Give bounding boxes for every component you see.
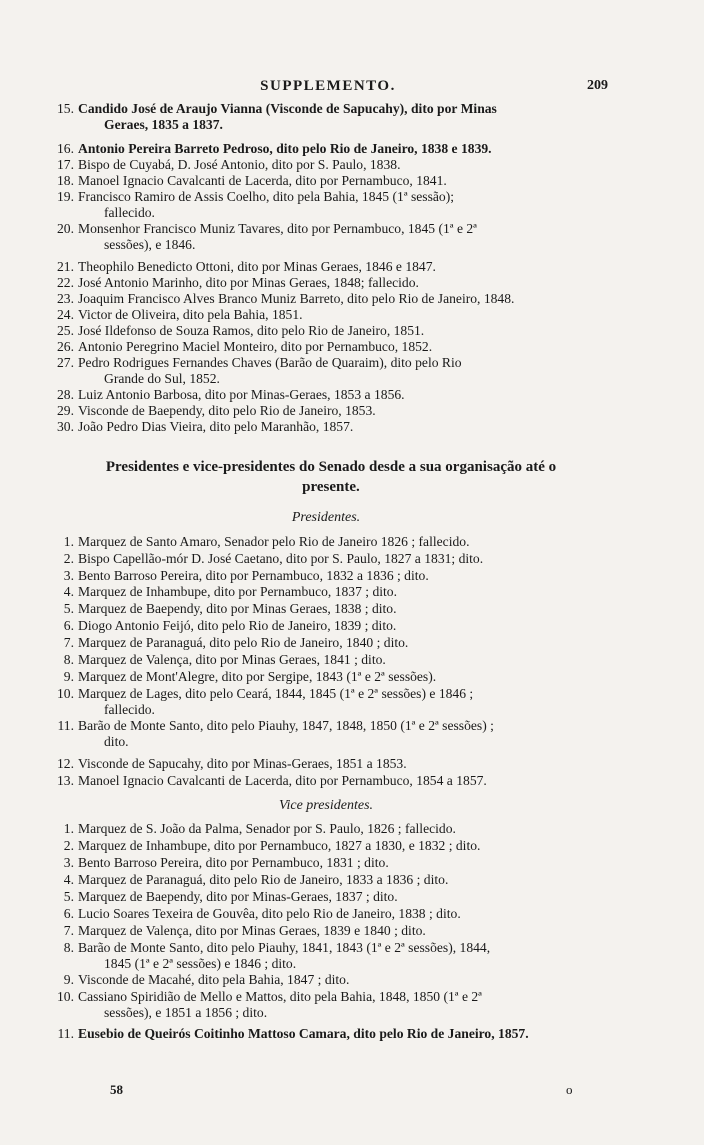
item-number: 10. [57, 989, 74, 1004]
item-text: Marquez de Lages, dito pelo Ceará, 1844, 1845 (1ª e 2ª sessões) e 1846 ; [78, 686, 474, 701]
item-number: 2. [63, 838, 74, 853]
item-text: Visconde de Sapucahy, dito por Minas-Geraes, 1851 a 1853. [78, 756, 407, 771]
item-text: José Antonio Marinho, dito por Minas Geraes, 1848; fallecido. [78, 275, 419, 290]
item-number: 15. [57, 101, 74, 116]
item-number: 1. [63, 534, 74, 549]
item-text: Bento Barroso Pereira, dito por Pernambuco, 1831 ; dito. [78, 855, 389, 870]
item-text: Marquez de Valença, dito por Minas Geraes, 1839 e 1840 ; dito. [78, 923, 426, 938]
item-text: Marquez de Inhambupe, dito por Pernambuco, 1827 a 1830, e 1832 ; dito. [78, 838, 481, 853]
running-header [48, 78, 608, 98]
item-number: 11. [57, 1026, 74, 1041]
item-number: 10. [57, 686, 74, 701]
item-text: José Ildefonso de Souza Ramos, dito pelo Rio de Janeiro, 1851. [78, 323, 425, 338]
item-text: Marquez de Santo Amaro, Senador pelo Rio de Janeiro 1826 ; fallecido. [78, 534, 470, 549]
item-text: Marquez de Valença, dito por Minas Geraes, 1841 ; dito. [78, 652, 386, 667]
item-text: Marquez de S. João da Palma, Senador por S. Paulo, 1826 ; fallecido. [78, 821, 456, 836]
item-number: 23. [57, 291, 74, 306]
item-text: Victor de Oliveira, dito pela Bahia, 1851. [78, 307, 303, 322]
item-text: Joaquim Francisco Alves Branco Muniz Barreto, dito pelo Rio de Janeiro, 1848. [78, 291, 515, 306]
item-text: Bispo Capellão-mór D. José Caetano, dito por S. Paulo, 1827 a 1831; dito. [78, 551, 484, 566]
item-number: 7. [63, 923, 74, 938]
item-text: Bento Barroso Pereira, dito por Pernambuco, 1832 a 1836 ; dito. [78, 568, 429, 583]
item-text: João Pedro Dias Vieira, dito pelo Maranhão, 1857. [78, 419, 354, 434]
item-text: Visconde de Macahé, dito pela Bahia, 1847 ; dito. [78, 972, 350, 987]
item-number: 19. [57, 189, 74, 204]
item-text: Manoel Ignacio Cavalcanti de Lacerda, dito por Pernambuco, 1841. [78, 173, 447, 188]
item-text: sessões), e 1846. [104, 236, 196, 252]
footer-mark: o [566, 1082, 573, 1097]
item-text: Pedro Rodrigues Fernandes Chaves (Barão de Quaraim), dito pelo Rio [78, 355, 462, 370]
item-number: 28. [57, 387, 74, 402]
item-text: Grande do Sul, 1852. [104, 370, 220, 386]
item-text: Monsenhor Francisco Muniz Tavares, dito por Pernambuco, 1845 (1ª e 2ª [78, 221, 477, 236]
item-text: fallecido. [104, 701, 155, 717]
item-text: Eusebio de Queirós Coitinho Mattoso Camara, dito pelo Rio de Janeiro, 1857. [78, 1026, 529, 1041]
item-number: 16. [57, 141, 74, 156]
item-text: Manoel Ignacio Cavalcanti de Lacerda, dito por Pernambuco, 1854 a 1857. [78, 773, 487, 788]
presidents-subheading: Presidentes. [291, 510, 361, 525]
item-number: 9. [63, 972, 74, 987]
item-number: 21. [57, 259, 74, 274]
item-text: Antonio Peregrino Maciel Monteiro, dito por Pernambuco, 1852. [78, 339, 433, 354]
item-text: sessões), e 1851 a 1856 ; dito. [104, 1004, 268, 1020]
signature-mark: 58 [110, 1082, 123, 1097]
item-number: 12. [57, 756, 74, 771]
item-number: 6. [63, 618, 74, 633]
item-number: 5. [63, 601, 74, 616]
item-number: 2. [63, 551, 74, 566]
item-text: 1845 (1ª e 2ª sessões) e 1846 ; dito. [104, 955, 297, 971]
item-text: dito. [104, 733, 129, 749]
item-number: 25. [57, 323, 74, 338]
item-text: Barão de Monte Santo, dito pelo Piauhy, 1847, 1848, 1850 (1ª e 2ª sessões) ; [78, 718, 494, 733]
item-text: Marquez de Inhambupe, dito por Pernambuco, 1837 ; dito. [78, 584, 398, 599]
item-number: 26. [57, 339, 74, 354]
item-number: 4. [63, 584, 74, 599]
section-heading-line: Presidentes e vice-presidentes do Senado desde a sua organisação até o [105, 459, 557, 475]
page-number: 209 [587, 78, 608, 93]
item-number: 7. [63, 635, 74, 650]
page-title: SUPPLEMENTO. [260, 78, 396, 94]
item-number: 29. [57, 403, 74, 418]
item-text: Geraes, 1835 a 1837. [104, 116, 223, 132]
item-number: 6. [63, 906, 74, 921]
item-text: Marquez de Mont'Alegre, dito por Sergipe, 1843 (1ª e 2ª sessões). [78, 669, 437, 684]
item-number: 18. [57, 173, 74, 188]
item-number: 3. [63, 568, 74, 583]
item-text: Diogo Antonio Feijó, dito pelo Rio de Janeiro, 1839 ; dito. [78, 618, 397, 633]
item-number: 30. [57, 419, 74, 434]
item-number: 11. [57, 718, 74, 733]
item-text: Candido José de Araujo Vianna (Visconde de Sapucahy), dito por Minas [78, 101, 497, 116]
item-number: 1. [63, 821, 74, 836]
item-text: Luiz Antonio Barbosa, dito por Minas-Geraes, 1853 a 1856. [78, 387, 405, 402]
item-number: 20. [57, 221, 74, 236]
item-text: Bispo de Cuyabá, D. José Antonio, dito por S. Paulo, 1838. [78, 157, 401, 172]
item-text: Marquez de Paranaguá, dito pelo Rio de Janeiro, 1840 ; dito. [78, 635, 409, 650]
item-text: Barão de Monte Santo, dito pelo Piauhy, 1841, 1843 (1ª e 2ª sessões), 1844, [78, 940, 491, 955]
item-number: 8. [63, 940, 74, 955]
item-number: 13. [57, 773, 74, 788]
item-number: 24. [57, 307, 74, 322]
item-text: Lucio Soares Texeira de Gouvêa, dito pelo Rio de Janeiro, 1838 ; dito. [78, 906, 461, 921]
item-text: Cassiano Spiridião de Mello e Mattos, dito pela Bahia, 1848, 1850 (1ª e 2ª [78, 989, 482, 1004]
item-number: 27. [57, 355, 74, 370]
vice-presidents-subheading: Vice presidentes. [278, 798, 374, 813]
item-text: Marquez de Baependy, dito por Minas Geraes, 1838 ; dito. [78, 601, 397, 616]
item-text: Marquez de Paranaguá, dito pelo Rio de Janeiro, 1833 a 1836 ; dito. [78, 872, 449, 887]
item-number: 22. [57, 275, 74, 290]
item-number: 3. [63, 855, 74, 870]
item-number: 4. [63, 872, 74, 887]
item-text: Theophilo Benedicto Ottoni, dito por Minas Geraes, 1846 e 1847. [78, 259, 436, 274]
item-text: Antonio Pereira Barreto Pedroso, dito pelo Rio de Janeiro, 1838 e 1839. [78, 141, 492, 156]
item-number: 17. [57, 157, 74, 172]
section-heading-line: presente. [302, 479, 360, 495]
item-text: Francisco Ramiro de Assis Coelho, dito pela Bahia, 1845 (1ª sessão); [78, 189, 455, 204]
item-text: Visconde de Baependy, dito pelo Rio de Janeiro, 1853. [78, 403, 376, 418]
item-number: 5. [63, 889, 74, 904]
item-number: 9. [63, 669, 74, 684]
item-number: 8. [63, 652, 74, 667]
item-text: fallecido. [104, 204, 155, 220]
item-text: Marquez de Baependy, dito por Minas-Geraes, 1837 ; dito. [78, 889, 398, 904]
